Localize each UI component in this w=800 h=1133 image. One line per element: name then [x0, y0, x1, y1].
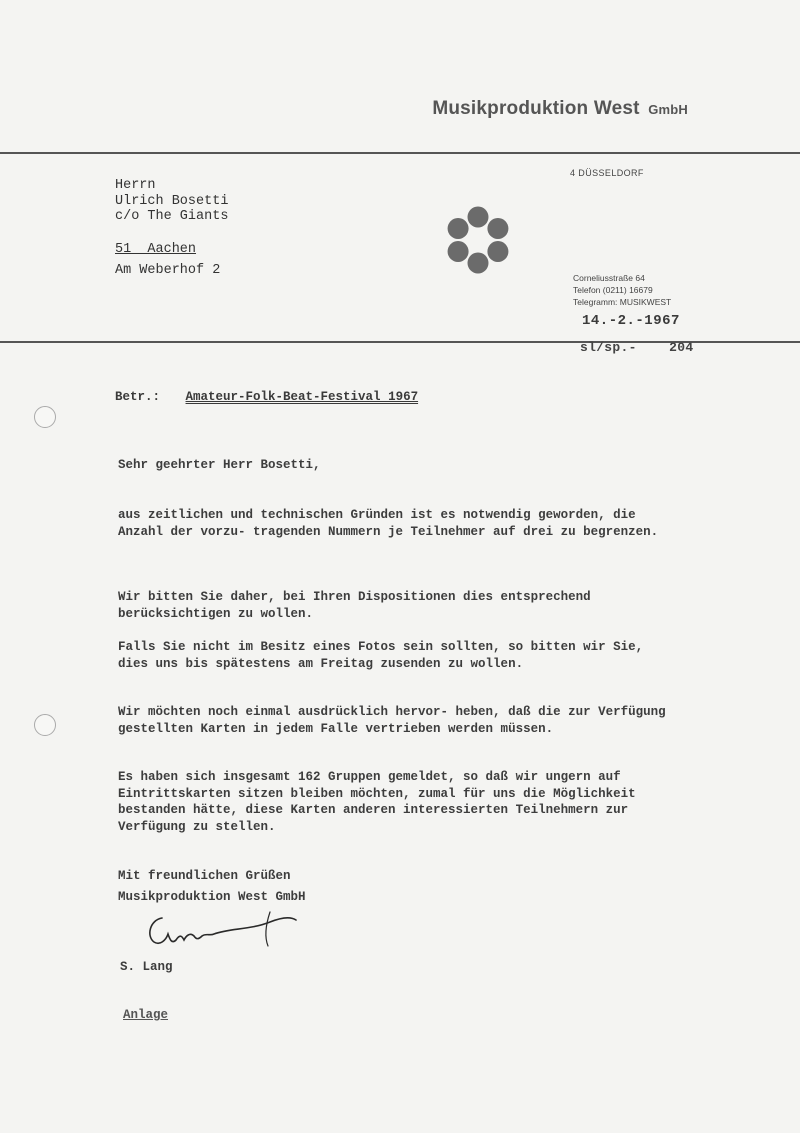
recipient-salutation: Herrn	[115, 178, 156, 193]
paragraph-4-text: Wir möchten noch einmal ausdrücklich hervor- heben, daß die zur Verfügung gestellten Karten in jedem Falle vertrieben werden müssen.	[118, 705, 666, 736]
company-telegram: Telegramm: MUSIKWEST	[573, 297, 672, 307]
company-logo	[440, 202, 516, 278]
company-phone: Telefon (0211) 16679	[573, 285, 653, 295]
logo-dot	[448, 241, 469, 262]
recipient-name: Ulrich Bosetti	[115, 193, 229, 209]
paragraph-1-text: aus zeitlichen und technischen Gründen ist es notwendig geworden, die Anzahl der vorzu- tragenden Nummern je Teilnehmer auf drei zu begrenzen.	[118, 508, 659, 539]
logo-dot	[468, 207, 489, 228]
paragraph-2-text: Wir bitten Sie daher, bei Ihren Dispositionen dies entsprechend berücksichtigen zu wollen.	[118, 590, 591, 621]
company-name-text: Musikproduktion West	[432, 98, 640, 119]
punch-hole-top	[34, 406, 56, 428]
punch-hole-bottom	[34, 714, 56, 736]
signer-name: S. Lang	[120, 960, 173, 974]
paragraph-2	[118, 589, 678, 622]
recipient-city: 51 Aachen	[115, 241, 197, 257]
company-name	[432, 98, 688, 120]
reference-stamp: sl/sp.- 204	[580, 340, 694, 355]
subject-title: Amateur-Folk-Beat-Festival 1967	[185, 390, 419, 404]
logo-dot	[448, 218, 469, 239]
closing-greeting: Mit freundlichen Grüßen	[118, 869, 291, 883]
letterhead-top-rule	[0, 152, 800, 154]
paragraph-3-text: Falls Sie nicht im Besitz eines Fotos sein sollten, so bitten wir Sie, dies uns bis spätestens am Freitag zusenden zu wollen.	[118, 640, 644, 671]
date-stamp: 14.-2.-1967	[582, 313, 680, 329]
paragraph-5	[118, 769, 678, 835]
recipient-care-of: c/o The Giants	[115, 209, 229, 224]
logo-dot	[487, 241, 508, 262]
recipient-street: Am Weberhof 2	[115, 263, 221, 278]
paragraph-5-text: Es haben sich insgesamt 162 Gruppen gemeldet, so daß wir ungern auf Eintrittskarten sitzen bleiben möchten, zumal für uns die Möglichkeit bestanden hätte, diese Karten anderen interessierten Teilnehmern zur Verfügung zu stellen.	[118, 770, 636, 834]
company-city: 4 DÜSSELDORF	[570, 168, 644, 178]
enclosure-note: Anlage	[123, 1008, 169, 1022]
handwritten-signature	[140, 906, 300, 958]
company-suffix: GmbH	[648, 102, 688, 117]
subject-line	[115, 390, 418, 404]
paragraph-4	[118, 704, 678, 737]
closing	[118, 868, 678, 905]
logo-dot	[468, 253, 489, 274]
company-street: Corneliusstraße 64	[573, 273, 645, 283]
greeting: Sehr geehrter Herr Bosetti,	[118, 458, 321, 472]
company-contact	[573, 272, 671, 308]
subject-label: Betr.:	[115, 390, 161, 404]
logo-dot	[487, 218, 508, 239]
closing-company: Musikproduktion West GmbH	[118, 889, 306, 904]
paragraph-3	[118, 639, 678, 672]
recipient-address	[115, 178, 228, 279]
paragraph-1	[118, 507, 678, 540]
